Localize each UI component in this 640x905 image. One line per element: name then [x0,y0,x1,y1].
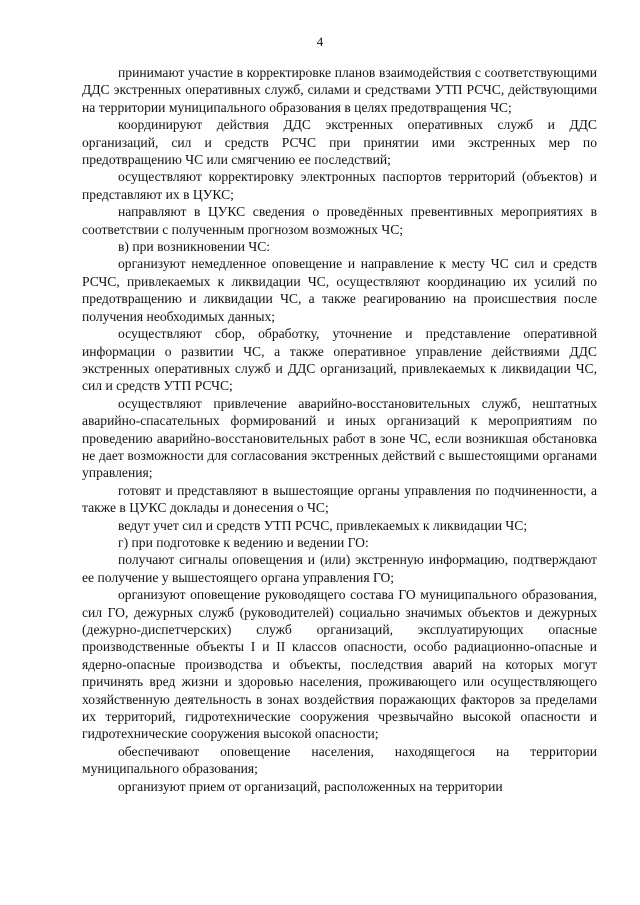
paragraph-9: готовят и представляют в вышестоящие органы управления по подчиненности, а также в ЦУКС доклады и донесения о ЧС; [82,482,597,516]
section-heading-v: в) при возникновении ЧС: [118,239,271,255]
document-body [82,64,597,795]
page-number: 4 [316,34,324,49]
paragraph-12: получают сигналы оповещения и (или) экстренную информацию, подтверждают ее получение у вышестоящего органа управления ГО; [82,552,597,585]
paragraph-4: направляют в ЦУКС сведения о проведённых превентивных мероприятиях в соответствии с полученным прогнозом возможных ЧС; [82,204,597,237]
paragraph-3: осуществляют корректировку электронных паспортов территорий (объектов) и представляют их в ЦУКС; [82,169,597,202]
paragraph-7: осуществляют сбор, обработку, уточнение и представление оперативной информации о развитии ЧС, а также оперативное управление действиями ДДС экстренных оперативных служб и ДДС организаций, привлекаемых к ликвидации ЧС, сил и средств УТП РСЧС; [82,326,597,394]
paragraph-14: обеспечивают оповещение населения, находящегося на территории муниципального образования; [82,743,597,777]
paragraph-10: ведут учет сил и средств УТП РСЧС, привлекаемых к ликвидации ЧС; [118,517,528,533]
paragraph-8: осуществляют привлечение аварийно-восстановительных служб, нештатных аварийно-спасательных формирований и иных организаций к мероприятиям по проведению аварийно-восстановительных работ в зоне ЧС, если возникшая обстановка не дает возможности для согласования экстренных действий с вышестоящими органами управления; [82,395,597,481]
paragraph-1: принимают участие в корректировке планов взаимодействия с соответствующими ДДС экстренных оперативных служб, силами и средствами УТП РСЧС, действующими на территории муниципального образования в целях предотвращения ЧС; [82,65,597,115]
paragraph-13: организуют оповещение руководящего состава ГО муниципального образования, сил ГО, дежурных служб (руководителей) социально значимых объектов и дежурных (дежурно-диспетчерских) служб организаций, эксплуатирующих опасные производственные объекты I и II классов опасности, особо радиационно-опасные и ядерно-опасные производства и объекты, последствия аварий на которых могут причинять вред жизни и здоровью населения, проживающего или осуществляющего хозяйственную деятельность в зонах воздействия поражающих факторов за пределами их территорий, гидротехнические сооружения чрезвычайно высокой опасности и гидротехнические сооружения высокой опасности; [82,587,597,742]
paragraph-6: организуют немедленное оповещение и направление к месту ЧС сил и средств РСЧС, привлекаемых к ликвидации ЧС, осуществляют координацию их усилий по предотвращению и ликвидации ЧС, а также реагированию на происшествия после получения необходимых данных; [82,256,597,324]
paragraph-15: организуют прием от организаций, расположенных на территории [118,778,503,794]
section-heading-g: г) при подготовке к ведению и ведении ГО: [118,534,369,550]
paragraph-2: координируют действия ДДС экстренных оперативных служб и ДДС организаций, сил и средств РСЧС при принятии ими экстренных мер по предотвращению ЧС или смягчению ее последствий; [82,117,597,168]
